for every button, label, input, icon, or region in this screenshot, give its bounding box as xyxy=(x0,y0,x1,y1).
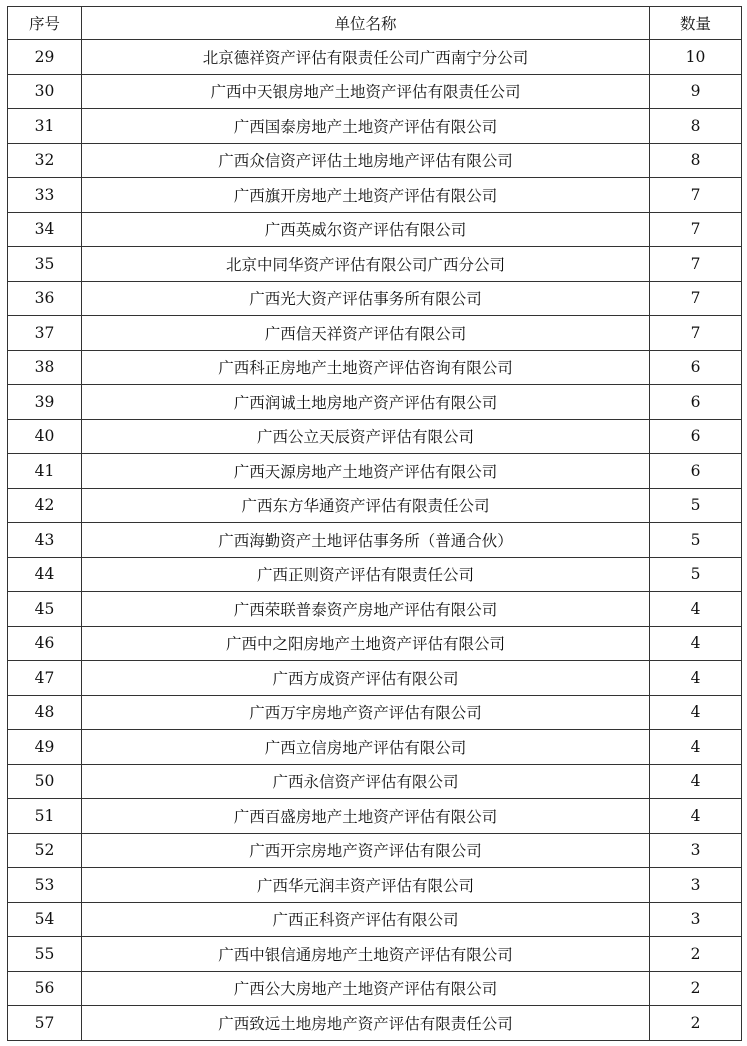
cell-count: 6 xyxy=(650,454,742,489)
cell-count: 4 xyxy=(650,695,742,730)
cell-index: 30 xyxy=(8,74,82,109)
table-row xyxy=(8,1006,742,1041)
table-row xyxy=(8,937,742,972)
header-name: 单位名称 xyxy=(82,7,650,40)
cell-count: 4 xyxy=(650,764,742,799)
table-row xyxy=(8,971,742,1006)
cell-index: 53 xyxy=(8,868,82,903)
cell-count: 7 xyxy=(650,316,742,351)
cell-count: 8 xyxy=(650,143,742,178)
table-row xyxy=(8,350,742,385)
cell-index: 57 xyxy=(8,1006,82,1041)
table-row xyxy=(8,730,742,765)
cell-name: 广西众信资产评估土地房地产评估有限公司 xyxy=(82,143,650,178)
table-row xyxy=(8,40,742,75)
cell-index: 31 xyxy=(8,109,82,144)
cell-index: 44 xyxy=(8,557,82,592)
cell-index: 33 xyxy=(8,178,82,213)
cell-name: 广西海勤资产土地评估事务所（普通合伙） xyxy=(82,523,650,558)
header-count: 数量 xyxy=(650,7,742,40)
cell-count: 4 xyxy=(650,799,742,834)
cell-count: 2 xyxy=(650,937,742,972)
cell-count: 8 xyxy=(650,109,742,144)
cell-name: 广西正则资产评估有限责任公司 xyxy=(82,557,650,592)
table-header-row xyxy=(8,7,742,40)
cell-name: 广西公大房地产土地资产评估有限公司 xyxy=(82,971,650,1006)
table-row xyxy=(8,454,742,489)
cell-count: 4 xyxy=(650,661,742,696)
cell-index: 55 xyxy=(8,937,82,972)
cell-name: 北京中同华资产评估有限公司广西分公司 xyxy=(82,247,650,282)
cell-name: 广西中之阳房地产土地资产评估有限公司 xyxy=(82,626,650,661)
table-row xyxy=(8,212,742,247)
table-row xyxy=(8,281,742,316)
cell-index: 38 xyxy=(8,350,82,385)
cell-name: 广西信天祥资产评估有限公司 xyxy=(82,316,650,351)
cell-count: 3 xyxy=(650,833,742,868)
cell-count: 5 xyxy=(650,523,742,558)
table-row xyxy=(8,661,742,696)
cell-count: 5 xyxy=(650,488,742,523)
cell-count: 2 xyxy=(650,1006,742,1041)
cell-index: 37 xyxy=(8,316,82,351)
table-row xyxy=(8,799,742,834)
table-row xyxy=(8,626,742,661)
cell-count: 6 xyxy=(650,385,742,420)
cell-name: 广西光大资产评估事务所有限公司 xyxy=(82,281,650,316)
cell-name: 广西方成资产评估有限公司 xyxy=(82,661,650,696)
cell-count: 4 xyxy=(650,626,742,661)
cell-name: 广西中银信通房地产土地资产评估有限公司 xyxy=(82,937,650,972)
cell-count: 2 xyxy=(650,971,742,1006)
cell-index: 46 xyxy=(8,626,82,661)
firm-table xyxy=(7,6,742,1041)
cell-index: 54 xyxy=(8,902,82,937)
cell-name: 广西开宗房地产资产评估有限公司 xyxy=(82,833,650,868)
cell-name: 广西永信资产评估有限公司 xyxy=(82,764,650,799)
cell-count: 7 xyxy=(650,212,742,247)
cell-count: 5 xyxy=(650,557,742,592)
cell-index: 35 xyxy=(8,247,82,282)
cell-index: 36 xyxy=(8,281,82,316)
cell-name: 广西东方华通资产评估有限责任公司 xyxy=(82,488,650,523)
cell-name: 广西公立天辰资产评估有限公司 xyxy=(82,419,650,454)
cell-count: 7 xyxy=(650,178,742,213)
cell-name: 广西国泰房地产土地资产评估有限公司 xyxy=(82,109,650,144)
cell-name: 广西中天银房地产土地资产评估有限责任公司 xyxy=(82,74,650,109)
header-index: 序号 xyxy=(8,7,82,40)
table-row xyxy=(8,316,742,351)
table-row xyxy=(8,247,742,282)
cell-name: 广西荣联普泰资产房地产评估有限公司 xyxy=(82,592,650,627)
cell-name: 广西正科资产评估有限公司 xyxy=(82,902,650,937)
cell-count: 4 xyxy=(650,730,742,765)
table-row xyxy=(8,488,742,523)
cell-index: 51 xyxy=(8,799,82,834)
cell-index: 40 xyxy=(8,419,82,454)
cell-count: 9 xyxy=(650,74,742,109)
table-row xyxy=(8,385,742,420)
cell-name: 北京德祥资产评估有限责任公司广西南宁分公司 xyxy=(82,40,650,75)
cell-index: 48 xyxy=(8,695,82,730)
cell-name: 广西华元润丰资产评估有限公司 xyxy=(82,868,650,903)
cell-name: 广西致远土地房地产资产评估有限责任公司 xyxy=(82,1006,650,1041)
cell-index: 42 xyxy=(8,488,82,523)
cell-index: 41 xyxy=(8,454,82,489)
table-row xyxy=(8,695,742,730)
cell-index: 50 xyxy=(8,764,82,799)
cell-name: 广西润诚土地房地产资产评估有限公司 xyxy=(82,385,650,420)
cell-name: 广西旗开房地产土地资产评估有限公司 xyxy=(82,178,650,213)
table-row xyxy=(8,764,742,799)
cell-name: 广西英威尔资产评估有限公司 xyxy=(82,212,650,247)
cell-index: 43 xyxy=(8,523,82,558)
table-row xyxy=(8,74,742,109)
cell-index: 47 xyxy=(8,661,82,696)
cell-name: 广西万宇房地产资产评估有限公司 xyxy=(82,695,650,730)
cell-name: 广西百盛房地产土地资产评估有限公司 xyxy=(82,799,650,834)
table-row xyxy=(8,833,742,868)
cell-count: 7 xyxy=(650,247,742,282)
table-row xyxy=(8,178,742,213)
cell-index: 32 xyxy=(8,143,82,178)
cell-index: 29 xyxy=(8,40,82,75)
cell-index: 56 xyxy=(8,971,82,1006)
table-row xyxy=(8,143,742,178)
table-body xyxy=(8,40,742,1041)
cell-index: 39 xyxy=(8,385,82,420)
cell-count: 3 xyxy=(650,902,742,937)
cell-name: 广西天源房地产土地资产评估有限公司 xyxy=(82,454,650,489)
cell-index: 34 xyxy=(8,212,82,247)
table-row xyxy=(8,868,742,903)
table-row xyxy=(8,902,742,937)
cell-index: 45 xyxy=(8,592,82,627)
cell-name: 广西科正房地产土地资产评估咨询有限公司 xyxy=(82,350,650,385)
cell-count: 4 xyxy=(650,592,742,627)
table-row xyxy=(8,523,742,558)
cell-count: 7 xyxy=(650,281,742,316)
table-row xyxy=(8,109,742,144)
cell-index: 52 xyxy=(8,833,82,868)
cell-count: 6 xyxy=(650,419,742,454)
cell-count: 3 xyxy=(650,868,742,903)
cell-count: 10 xyxy=(650,40,742,75)
cell-name: 广西立信房地产评估有限公司 xyxy=(82,730,650,765)
cell-index: 49 xyxy=(8,730,82,765)
cell-count: 6 xyxy=(650,350,742,385)
table-row xyxy=(8,592,742,627)
table-row xyxy=(8,557,742,592)
table-row xyxy=(8,419,742,454)
